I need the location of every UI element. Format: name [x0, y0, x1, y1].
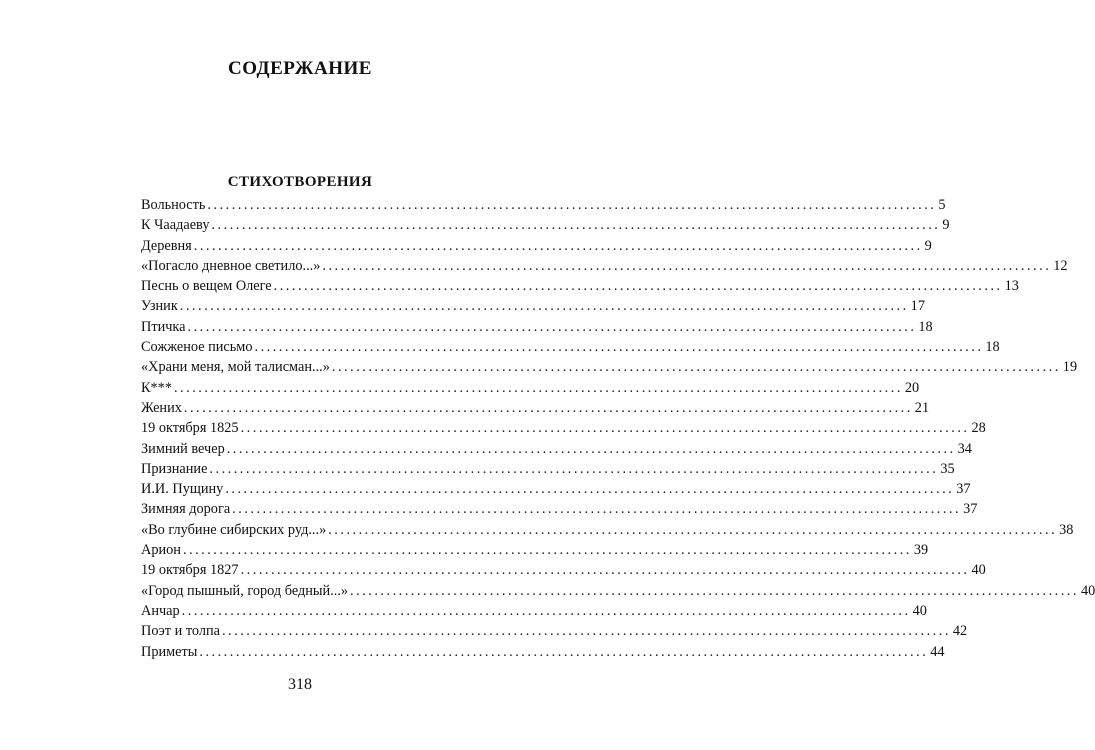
toc-entry [141, 237, 932, 258]
toc-entry-page: 34 [957, 440, 972, 457]
toc-entry-title: Анчар [141, 602, 180, 619]
toc-entry [141, 562, 986, 582]
toc-entry [141, 298, 925, 318]
toc-entry [141, 582, 1095, 603]
section-title: СТИХОТВОРЕНИЯ [227, 174, 373, 190]
toc-entry-title: Деревня [141, 237, 192, 254]
dot-leader: ........................................................................................................................ [226, 440, 956, 457]
dot-leader: ........................................................................................................................ [322, 257, 1052, 274]
toc-entry-title: «Город пышный, город бедный...» [141, 582, 349, 599]
toc-entry [141, 602, 927, 623]
dot-leader: ........................................................................................................................ [328, 521, 1058, 538]
toc-entry [141, 217, 950, 237]
toc-entry-page: 44 [930, 643, 945, 660]
toc-entry-title: Зимний вечер [141, 440, 225, 457]
toc-entry [141, 643, 945, 664]
toc-entry-page: 40 [971, 562, 986, 579]
toc-entry-page: 9 [942, 217, 950, 234]
dot-leader: ........................................................................................................................ [211, 217, 941, 234]
toc-entry-title: «Во глубине сибирских руд...» [141, 521, 327, 538]
dot-leader: ........................................................................................................................ [273, 278, 1003, 295]
toc-entry [141, 359, 1078, 379]
toc-entry-page: 20 [904, 379, 920, 396]
dot-leader: ........................................................................................................................ [240, 420, 970, 437]
toc-entry [141, 460, 955, 481]
page-title: СОДЕРЖАНИЕ [228, 58, 372, 79]
toc-entry-title: «Погасло дневное светило...» [141, 257, 321, 274]
dot-leader: ........................................................................................................................ [187, 318, 917, 335]
dot-leader: ........................................................................................................................ [181, 602, 911, 619]
toc-entry-title: Вольность [141, 197, 206, 213]
dot-leader: ........................................................................................................................ [254, 339, 984, 356]
toc-entry [141, 197, 946, 217]
toc-entry-title: Песнь о вещем Олеге [141, 278, 272, 295]
toc-entry [141, 440, 972, 461]
toc-entry-page: 21 [914, 399, 930, 416]
toc-entry [141, 501, 978, 521]
toc-entry-title: Арион [141, 542, 181, 559]
dot-leader: ........................................................................................................................ [221, 623, 951, 640]
toc-entry-title: И.И. Пущину [141, 481, 224, 498]
toc-entry-title: Приметы [141, 643, 198, 660]
toc-entry [141, 379, 920, 400]
toc-entry [141, 420, 986, 440]
toc-entry-page: 9 [924, 237, 932, 254]
toc-entry-title: Жених [141, 399, 182, 416]
dot-leader: ........................................................................................................................ [240, 562, 970, 579]
dot-leader: ........................................................................................................................ [209, 460, 939, 477]
table-of-contents [141, 197, 1095, 664]
toc-entry [141, 339, 1000, 359]
toc-entry [141, 521, 1074, 542]
dot-leader: ........................................................................................................................ [182, 542, 912, 559]
toc-entry [141, 257, 1068, 278]
dot-leader: ........................................................................................................................ [207, 197, 937, 213]
toc-entry-page: 37 [956, 481, 971, 498]
toc-entry-page: 40 [1080, 582, 1095, 599]
toc-entry-title: К*** [141, 379, 172, 396]
toc-entry-page: 37 [963, 501, 978, 518]
toc-entry [141, 399, 930, 420]
toc-entry-page: 42 [952, 623, 968, 640]
toc-entry-page: 35 [940, 460, 955, 477]
page-number: 318 [288, 676, 312, 693]
toc-entry-page: 13 [1004, 278, 1019, 295]
toc-entry-page: 40 [912, 602, 927, 619]
toc-entry-title: 19 октября 1825 [141, 420, 239, 437]
toc-entry-page: 17 [910, 298, 925, 315]
toc-entry [141, 623, 968, 643]
dot-leader: ........................................................................................................................ [232, 501, 962, 518]
toc-entry-page: 18 [985, 339, 1000, 356]
dot-leader: ........................................................................................................................ [183, 399, 913, 416]
toc-entry-page: 12 [1053, 257, 1068, 274]
toc-entry-title: 19 октября 1827 [141, 562, 239, 579]
toc-entry-title: К Чаадаеву [141, 217, 210, 234]
toc-entry-title: Признание [141, 460, 208, 477]
toc-entry-title: Сожженое письмо [141, 339, 253, 356]
dot-leader: ........................................................................................................................ [193, 237, 923, 254]
dot-leader: ........................................................................................................................ [199, 643, 929, 660]
dot-leader: ........................................................................................................................ [173, 379, 903, 396]
toc-entry-title: «Храни меня, мой талисман...» [141, 359, 330, 376]
toc-entry [141, 278, 1019, 298]
toc-entry-page: 38 [1059, 521, 1074, 538]
toc-entry-page: 18 [918, 318, 933, 335]
toc-entry-page: 39 [913, 542, 929, 559]
toc-entry-title: Зимняя дорога [141, 501, 231, 518]
toc-entry-page: 5 [938, 197, 946, 213]
toc-entry-title: Птичка [141, 318, 186, 335]
dot-leader: ........................................................................................................................ [350, 582, 1079, 599]
toc-entry-page: 28 [971, 420, 986, 437]
toc-entry [141, 318, 933, 339]
dot-leader: ........................................................................................................................ [179, 298, 909, 315]
dot-leader: ........................................................................................................................ [225, 481, 955, 498]
toc-entry [141, 481, 971, 501]
toc-entry-title: Поэт и толпа [141, 623, 220, 640]
toc-entry-page: 19 [1062, 359, 1078, 376]
toc-entry [141, 542, 929, 562]
toc-entry-title: Узник [141, 298, 178, 315]
dot-leader: ........................................................................................................................ [331, 359, 1061, 376]
